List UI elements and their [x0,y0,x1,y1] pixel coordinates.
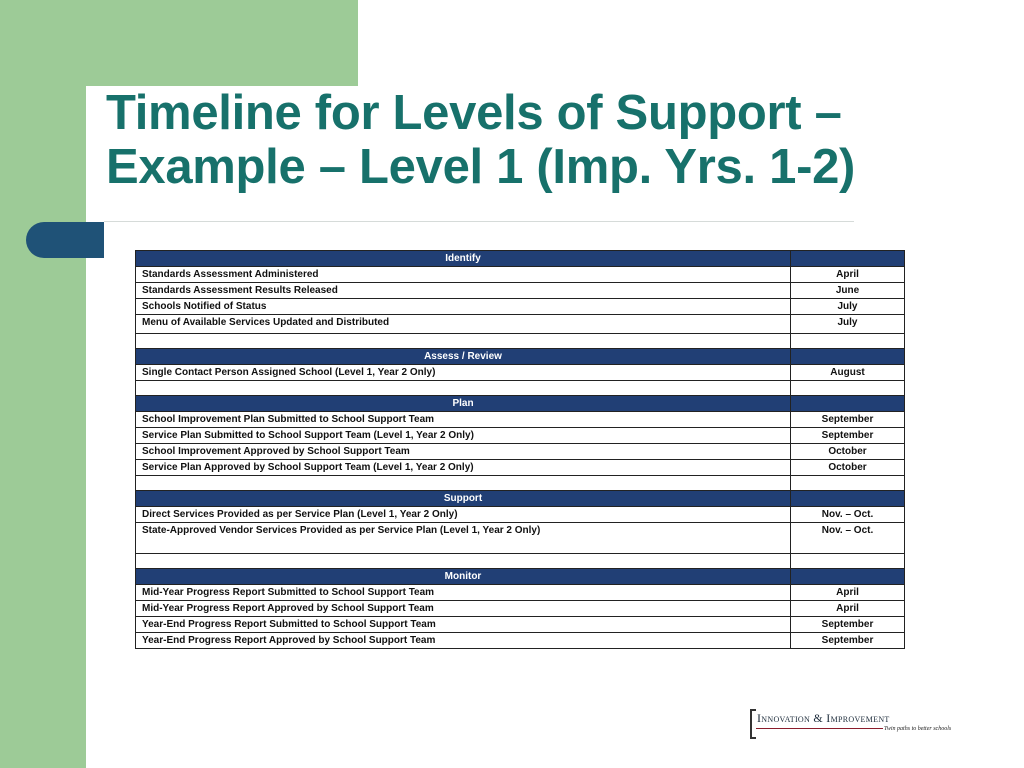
section-header-row [136,491,905,507]
logo-name: Innovation & Improvement [757,711,890,725]
innovation-improvement-logo [750,709,960,737]
section-header-month-cell [791,569,905,585]
blank-row [136,554,905,569]
logo-bracket [750,709,756,739]
month-cell: June [791,283,905,299]
left-green-band [0,0,86,768]
blank-cell [136,334,791,349]
activity-cell: Standards Assessment Administered [136,267,791,283]
blank-cell [791,381,905,396]
month-cell: July [791,299,905,315]
blank-cell [136,381,791,396]
table-row [136,365,905,381]
section-header: Monitor [136,569,791,585]
logo-tagline: Twin paths to better schools [884,726,952,732]
month-cell: September [791,617,905,633]
activity-cell: School Improvement Approved by School Support Team [136,444,791,460]
table-row [136,633,905,649]
month-cell: September [791,412,905,428]
section-header: Identify [136,251,791,267]
section-header-row [136,251,905,267]
table-row [136,460,905,476]
month-cell: October [791,444,905,460]
month-cell: August [791,365,905,381]
section-header-month-cell [791,251,905,267]
title-divider [104,221,854,222]
table-row [136,507,905,523]
table-row [136,315,905,334]
activity-cell: Mid-Year Progress Report Approved by School Support Team [136,601,791,617]
section-header-month-cell [791,396,905,412]
section-header-row [136,396,905,412]
blank-cell [791,554,905,569]
month-cell: October [791,460,905,476]
activity-cell: Year-End Progress Report Submitted to School Support Team [136,617,791,633]
activity-cell: Service Plan Approved by School Support Team (Level 1, Year 2 Only) [136,460,791,476]
title-line-1: Timeline for Levels of Support – [106,86,842,140]
table-row [136,299,905,315]
month-cell: Nov. – Oct. [791,523,905,554]
slide-title [106,86,966,194]
activity-cell: Standards Assessment Results Released [136,283,791,299]
table-row [136,444,905,460]
activity-cell: Year-End Progress Report Approved by School Support Team [136,633,791,649]
table-row [136,412,905,428]
activity-cell: Schools Notified of Status [136,299,791,315]
month-cell: April [791,601,905,617]
timeline-table [135,250,905,649]
activity-cell: Direct Services Provided as per Service Plan (Level 1, Year 2 Only) [136,507,791,523]
table-row [136,267,905,283]
month-cell: April [791,267,905,283]
blank-cell [136,554,791,569]
month-cell: September [791,428,905,444]
month-cell: Nov. – Oct. [791,507,905,523]
table-row [136,283,905,299]
blank-row [136,476,905,491]
section-header-month-cell [791,349,905,365]
top-green-band [0,0,358,86]
section-header: Plan [136,396,791,412]
blank-cell [791,476,905,491]
table-row [136,585,905,601]
month-cell: July [791,315,905,334]
month-cell: September [791,633,905,649]
blank-cell [791,334,905,349]
blank-row [136,334,905,349]
activity-cell: Mid-Year Progress Report Submitted to School Support Team [136,585,791,601]
activity-cell: Service Plan Submitted to School Support Team (Level 1, Year 2 Only) [136,428,791,444]
activity-cell: State-Approved Vendor Services Provided as per Service Plan (Level 1, Year 2 Only) [136,523,791,554]
activity-cell: Single Contact Person Assigned School (Level 1, Year 2 Only) [136,365,791,381]
title-line-2: Example – Level 1 (Imp. Yrs. 1-2) [106,140,856,194]
blank-cell [136,476,791,491]
activity-cell: Menu of Available Services Updated and Distributed [136,315,791,334]
blank-row [136,381,905,396]
month-cell: April [791,585,905,601]
section-header-month-cell [791,491,905,507]
section-header-row [136,349,905,365]
section-header-row [136,569,905,585]
activity-cell: School Improvement Plan Submitted to School Support Team [136,412,791,428]
section-header: Assess / Review [136,349,791,365]
table-row [136,428,905,444]
table-row [136,617,905,633]
table-row [136,523,905,554]
timeline-table-body [136,251,905,649]
table-row [136,601,905,617]
section-header: Support [136,491,791,507]
accent-pill-extension [86,222,104,258]
